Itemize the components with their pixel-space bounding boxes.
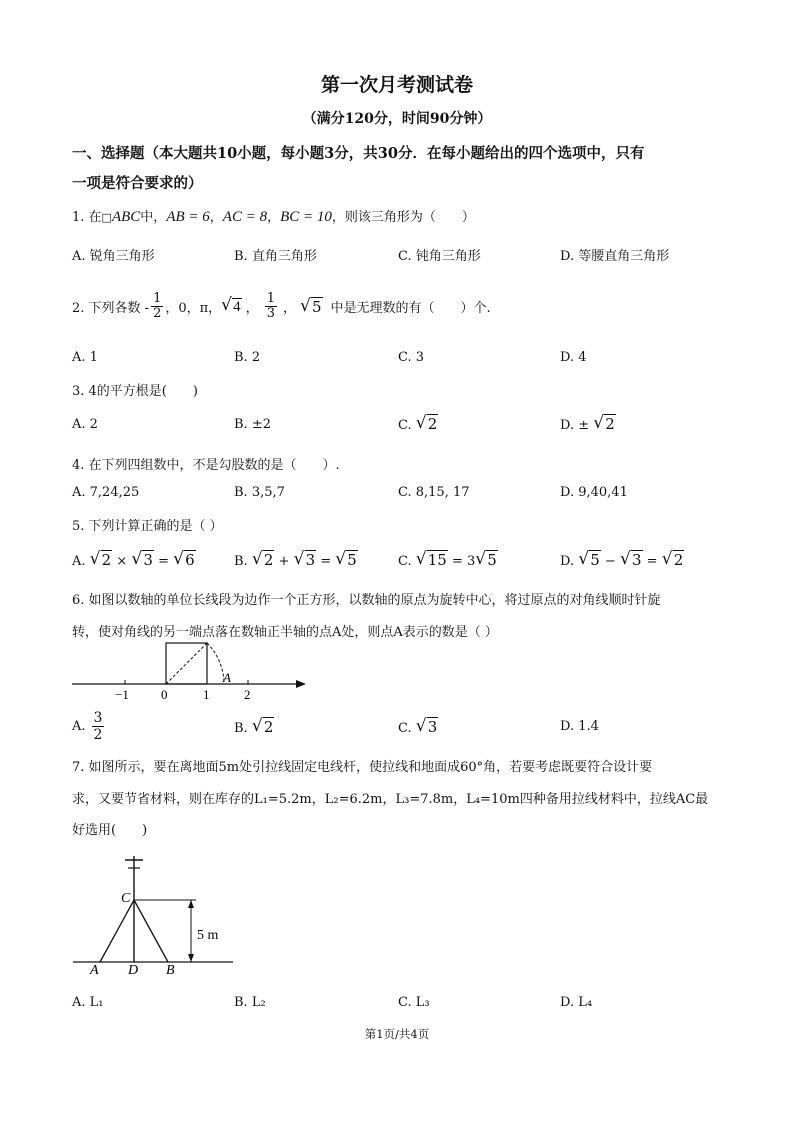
label-b: B: [166, 963, 175, 978]
tick-label-2: 2: [244, 687, 251, 702]
q2-option-a[interactable]: A. 1: [72, 350, 98, 365]
sqrt-2: √ 2: [593, 413, 615, 433]
q7-option-a[interactable]: A. L₁: [72, 995, 104, 1010]
q2-option-b[interactable]: B. 2: [234, 350, 261, 365]
q1-option-d[interactable]: D. 等腰直角三角形: [560, 249, 670, 264]
tick-label-1: 1: [203, 687, 210, 702]
fraction-one-half: $\frac{1}{2}$: [153, 291, 162, 321]
q7-option-b[interactable]: B. L₂: [234, 995, 266, 1010]
tick-label-neg1: −1: [115, 687, 129, 702]
label-c: C: [121, 891, 131, 906]
q6-option-d[interactable]: D. 1.4: [560, 719, 599, 734]
page-footer: 第1页/共4页: [364, 1027, 430, 1041]
question-3: 3. 4的平方根是( ): [72, 384, 198, 399]
label-d: D: [128, 963, 139, 978]
q3-option-b[interactable]: B. ±2: [234, 417, 271, 432]
cable-bc: [134, 900, 168, 962]
q4-option-c[interactable]: C. 8,15, 17: [398, 485, 470, 500]
sqrt-5: √ 5: [299, 295, 322, 316]
fraction-one-third: $\frac{1}{3}$: [266, 291, 275, 321]
label-a: A: [90, 963, 99, 978]
height-label: 5 m: [197, 928, 219, 943]
q5-option-a[interactable]: A. √ 2 × √ 3 = √ 6: [72, 549, 195, 569]
question-7-line2: 求，又要节省材料，则在库存的L₁=5.2m，L₂=6.2m，L₃=7.8m，L₄=10m四种备用拉线材料中，拉线AC最: [72, 792, 709, 807]
sqrt-4: √ 4: [221, 295, 241, 315]
q3-option-a[interactable]: A. 2: [72, 417, 98, 432]
square-diagonal: [166, 643, 207, 684]
question-4: 4. 在下列四组数中，不是勾股数的是（ ）.: [72, 458, 340, 473]
rotation-arc: [207, 643, 224, 684]
q3-option-c[interactable]: C. √ 2: [398, 413, 438, 433]
question-6-line1: 6. 如图以数轴的单位长线段为边作一个正方形，以数轴的原点为旋转中心，将过原点的对角线顺时针旋: [72, 593, 661, 608]
pole-figure: [70, 850, 240, 978]
page-title: 第一次月考测试卷: [320, 74, 473, 96]
question-1: 1. 在□ABC中，AB = 6，AC = 8，BC = 10，则该三角形为（ ）: [72, 209, 475, 225]
q6-option-a[interactable]: A. $\frac{3}{2}$: [72, 710, 103, 743]
q6-option-c[interactable]: C. √ 3: [398, 716, 438, 736]
q5-option-b[interactable]: B. √ 2 + √ 3 = √ 5: [234, 549, 357, 569]
page-subtitle: （满分120分，时间90分钟）: [302, 111, 492, 127]
question-6-line2: 转，使对角线的另一端点落在数轴正半轴的点A处，则点A表示的数是（ ）: [72, 625, 498, 640]
cable-ac: [100, 900, 134, 962]
q5-option-c[interactable]: C. √ 15 = 3 √ 5: [398, 549, 497, 569]
q2-option-d[interactable]: D. 4: [560, 350, 587, 365]
question-7-line1: 7. 如图所示，要在离地面5m处引拉线固定电线杆，使拉线和地面成60°角，若要考虑既要符合设计要: [72, 760, 653, 775]
unit-square: [166, 643, 207, 684]
q7-option-c[interactable]: C. L₃: [398, 995, 430, 1010]
sqrt-2: √ 2: [415, 413, 438, 433]
q4-option-b[interactable]: B. 3,5,7: [234, 485, 285, 500]
point-a-label: A: [223, 670, 231, 685]
q6-option-b[interactable]: B. √ 2: [234, 716, 274, 736]
number-line-figure: [70, 640, 315, 705]
question-5: 5. 下列计算正确的是（ ）: [72, 519, 223, 534]
q2-option-c[interactable]: C. 3: [398, 350, 425, 365]
q4-option-a[interactable]: A. 7,24,25: [72, 485, 140, 500]
q3-option-d[interactable]: D. ± √ 2: [560, 413, 615, 433]
q4-option-d[interactable]: D. 9,40,41: [560, 485, 628, 500]
tick-label-0: 0: [161, 687, 168, 702]
question-2: 2. 下列各数 - $\frac{1}{2}$ ，0，π， √ 4 ， $\frac{1}{3}$ ， √ 5 中是无理数的有（ ）个.: [72, 291, 491, 321]
section-header-line2: 一项是符合要求的）: [72, 175, 203, 192]
q1-option-b[interactable]: B. 直角三角形: [234, 249, 317, 264]
q7-option-d[interactable]: D. L₄: [560, 995, 593, 1010]
section-header-line1: 一、选择题（本大题共10小题，每小题3分，共30分．在每小题给出的四个选项中，只有: [72, 145, 645, 162]
q5-option-d[interactable]: D. √ 5 − √ 3 = √ 2: [560, 549, 684, 569]
q1-option-a[interactable]: A. 锐角三角形: [72, 249, 155, 264]
axis-arrow: [296, 680, 306, 688]
question-7-line3: 好选用( ): [72, 823, 148, 838]
q1-option-c[interactable]: C. 钝角三角形: [398, 249, 481, 264]
